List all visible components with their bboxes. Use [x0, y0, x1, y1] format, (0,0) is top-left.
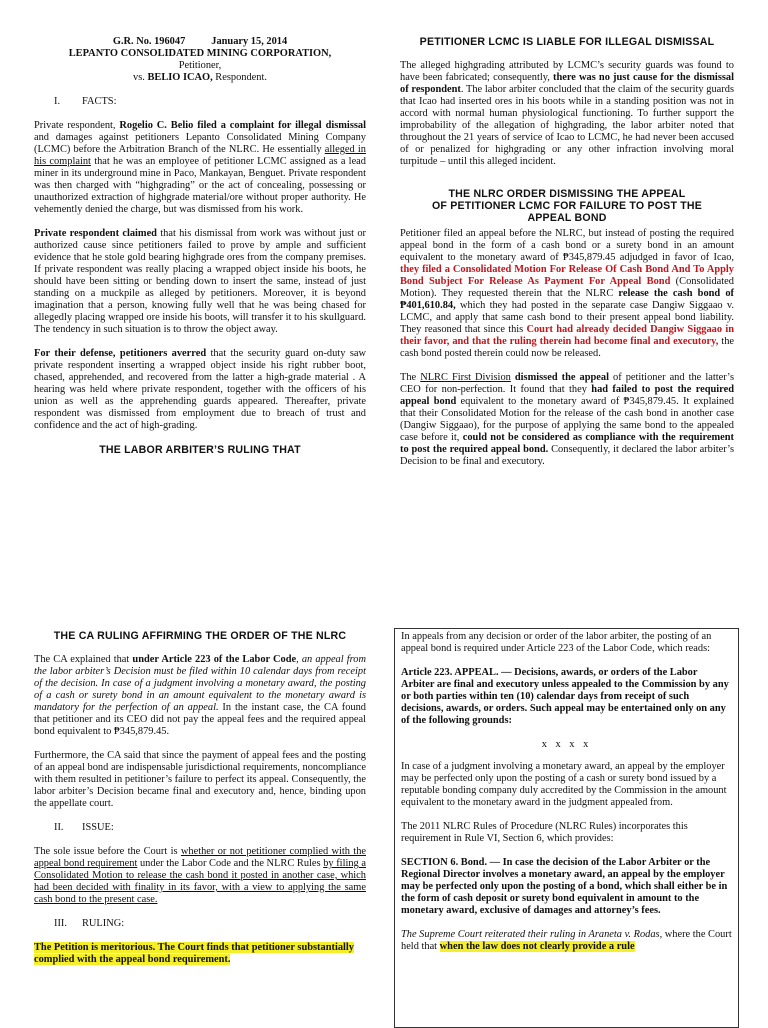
issue-label: ISSUE:: [82, 822, 114, 833]
issue-paragraph: The sole issue before the Court is whether or not petitioner complied with the appeal bond requirement under the Labor Code and the NLRC Rules by filing a Consolidated Motion to release the cash bond it posted in another case, which had been decided with finality in its favor, with a view to applying the same cash bond to the present case.: [34, 846, 366, 905]
petitioner-name: LEPANTO CONSOLIDATED MINING CORPORATION,: [68, 48, 332, 59]
left-bottom-column: [34, 630, 366, 1024]
box-paragraph-1: In appeals from any decision or order of the labor arbiter, the posting of an appeal bond is required under Article 223 of the Labor Code, which reads:: [401, 631, 712, 654]
article-223-quote: Article 223. APPEAL. — Decisions, awards, or orders of the Labor Arbiter are final and executory unless appealed to the Commission by any or both parties within ten (10) calendar days from receipt of such decisions, awards, or orders. Such appeal may be entertained only on any of the following grounds:: [401, 667, 729, 726]
ruling-number: III.: [54, 918, 67, 929]
box-paragraph-3: In case of a judgment involving a monetary award, an appeal by the employer may be perfected only upon the posting of a cash or surety bond issued by a reputable bonding company duly accredited by the Commission in the amount equivalent to the monetary award in the judgment appealed from.: [401, 761, 727, 808]
omission-marker: x x x x: [541, 739, 592, 750]
ruling-heading: [34, 918, 366, 930]
ca-paragraph-1: The CA explained that under Article 223 of the Labor Code, an appeal from the labor arbiter’s Decision must be filed within 10 calendar days from receipt of the decision. In case of a judgment involving a monetary award, the posting of a cash or surety bond in an amount equivalent to the monetary award is mandatory for the perfection of an appeal. In the instant case, the CA found that petitioner and its CEO did not pay the appeal fees and the required appeal bond equivalent to ₱345,879.45.: [34, 654, 366, 737]
ca-paragraph-2: Furthermore, the CA said that since the payment of appeal fees and the posting of an appeal bond are indispensable jurisdictional requirements, noncompliance with them resulted in petitioner’s failure to perfect its appeal. Consequently, the labor arbiter’s Decision became final and executory and, hence, binding upon the appellate court.: [34, 750, 366, 809]
ruling-label: RULING:: [82, 918, 125, 929]
ca-ruling-heading: THE CA RULING AFFIRMING THE ORDER OF THE NLRC: [53, 630, 347, 642]
appeal-bond-box: [394, 628, 739, 1028]
labor-arbiter-paragraph: The alleged highgrading attributed by LCMC’s security guards was found to have been fabricated; consequently, there was no just cause for the dismissal of respondent. The labor arbiter concluded that the claim of the security guards that Icao had inserted ores in his boots while in a standing position was not in accord with normal human physiological functioning. To further support the improbability of the allegation of highgrading, the labor arbiter noted that throughout the 21 years of service of Icao to LCMC, he had never been accused of or penalized for highgrading or any other infraction involving moral turpitude – until this alleged incident.: [400, 60, 734, 167]
nlrc-paragraph-1: Petitioner filed an appeal before the NLRC, but instead of posting the required appeal bond in the form of a cash bond or a surety bond in an amount equivalent to the monetary award of ₱345,879.45 adjudged in favor of Icao, they filed a Consolidated Motion For Release Of Cash Bond And To Apply Bond Subject For Release As Payment For Appeal Bond (Consolidated Motion). They requested therein that the NLRC release the cash bond of ₱401,610.84, which they had posted in the separate case Dangiw Siggaao v. LCMC, and apply that same cash bond to their present appeal bond liability. They reasoned that since this Court had already decided Dangiw Siggaao in their favor, and that the ruling therein had become final and executory, the cash bond posted therein could now be released.: [400, 228, 735, 359]
case-number-line: G.R. No. 196047 January 15, 2014: [112, 36, 288, 47]
section-6-quote: SECTION 6. Bond. — In case the decision of the Labor Arbiter or the Regional Director involves a monetary award, an appeal by the employer may be perfected only upon the posting of a bond, which shall either be in the form of cash deposit or surety bond equivalent in amount to the monetary award, exclusive of damages and attorney’s fees.: [401, 857, 728, 916]
respondent-role: Respondent.: [212, 72, 267, 83]
facts-number: I.: [54, 96, 61, 107]
illegal-dismissal-heading: PETITIONER LCMC IS LIABLE FOR ILLEGAL DISMISSAL: [419, 36, 715, 48]
facts-paragraph-3: For their defense, petitioners averred that the security guard on-duty saw private respondent inserting a wrapped object inside his right rubber boot, chased, apprehended, and recovered from the latter a high-grade material . A hearing was held where private respondent, together with the officers of his union as well as the apprehending guards appeared. Thereafter, private respondent was dismissed from employment due to breach of trust and confidence and the act of high-grading.: [34, 348, 366, 431]
respondent-line: [34, 72, 366, 84]
box-paragraph-6: The Supreme Court reiterated their ruling in Araneta v. Rodas, where the Court held that when the law does not clearly provide a rule: [401, 929, 732, 952]
right-top-column: [400, 36, 734, 480]
facts-label: FACTS:: [82, 96, 117, 107]
petitioner-role: Petitioner,: [178, 60, 222, 71]
facts-paragraph-1: Private respondent, Rogelio C. Belio filed a complaint for illegal dismissal and damages against petitioners Lepanto Consolidated Mining Company (LCMC) before the Arbitration Branch of the NLRC. He essentially alleged in his complaint that he was an employee of petitioner LCMC assigned as a lead miner in its underground mine in Paco, Mankayan, Benguet. Private respondent was then charged with “highgrading” or the act of concealing, possessing or unauthorized extraction of highgrade material/ore without proper authority. He vehemently denied the charge, but was dismissed from his work.: [34, 120, 366, 215]
vs-text: vs.: [133, 72, 148, 83]
nlrc-paragraph-2: The NLRC First Division dismissed the appeal of petitioner and the latter’s CEO for non-perfection. It found that they had failed to post the required appeal bond equivalent to the monetary award of ₱345,879.45. It explained that their Consolidated Motion for the release of the cash bond in another case (Dangiw Siggaao), for the purpose of applying the same bond to the appealed case before it, could not be considered as compliance with the requirement to post the required appeal bond. Consequently, it declared the labor arbiter’s Decision to be final and executory.: [400, 372, 735, 467]
respondent-name: BELIO ICAO,: [147, 72, 213, 83]
box-paragraph-4: The 2011 NLRC Rules of Procedure (NLRC Rules) incorporates this requirement in Rule VI, Section 6, which provides:: [401, 821, 688, 844]
facts-heading: [34, 96, 366, 108]
ruling-paragraph: The Petition is meritorious. The Court finds that petitioner substantially complied with the appeal bond requirement.: [34, 942, 355, 965]
facts-paragraph-2: Private respondent claimed that his dismissal from work was without just or authorized cause since petitioners failed to prove by ample and sufficient evidence that he stole gold bearing highgrade ores from the company premises. If private respondent was really placing a wrapped object inside his boots, he should have been sitting or bending down to insert the same, instead of just standing on a muckpile as alleged by petitioners. Moreover, it is beyond imagination that a person, knowing fully well that he was being chased for allegedly placing wrapped ore inside his boots, will transfer it to his skullguard. The tendency in such situation is to throw the object away.: [34, 228, 367, 335]
labor-arbiter-heading: THE LABOR ARBITER’S RULING THAT: [99, 444, 301, 456]
issue-heading: [34, 822, 366, 834]
nlrc-heading: THE NLRC ORDER DISMISSING THE APPEAL OF PETITIONER LCMC FOR FAILURE TO POST THE APPEAL BOND: [431, 188, 703, 224]
issue-number: II.: [54, 822, 64, 833]
left-top-column: [34, 36, 366, 456]
